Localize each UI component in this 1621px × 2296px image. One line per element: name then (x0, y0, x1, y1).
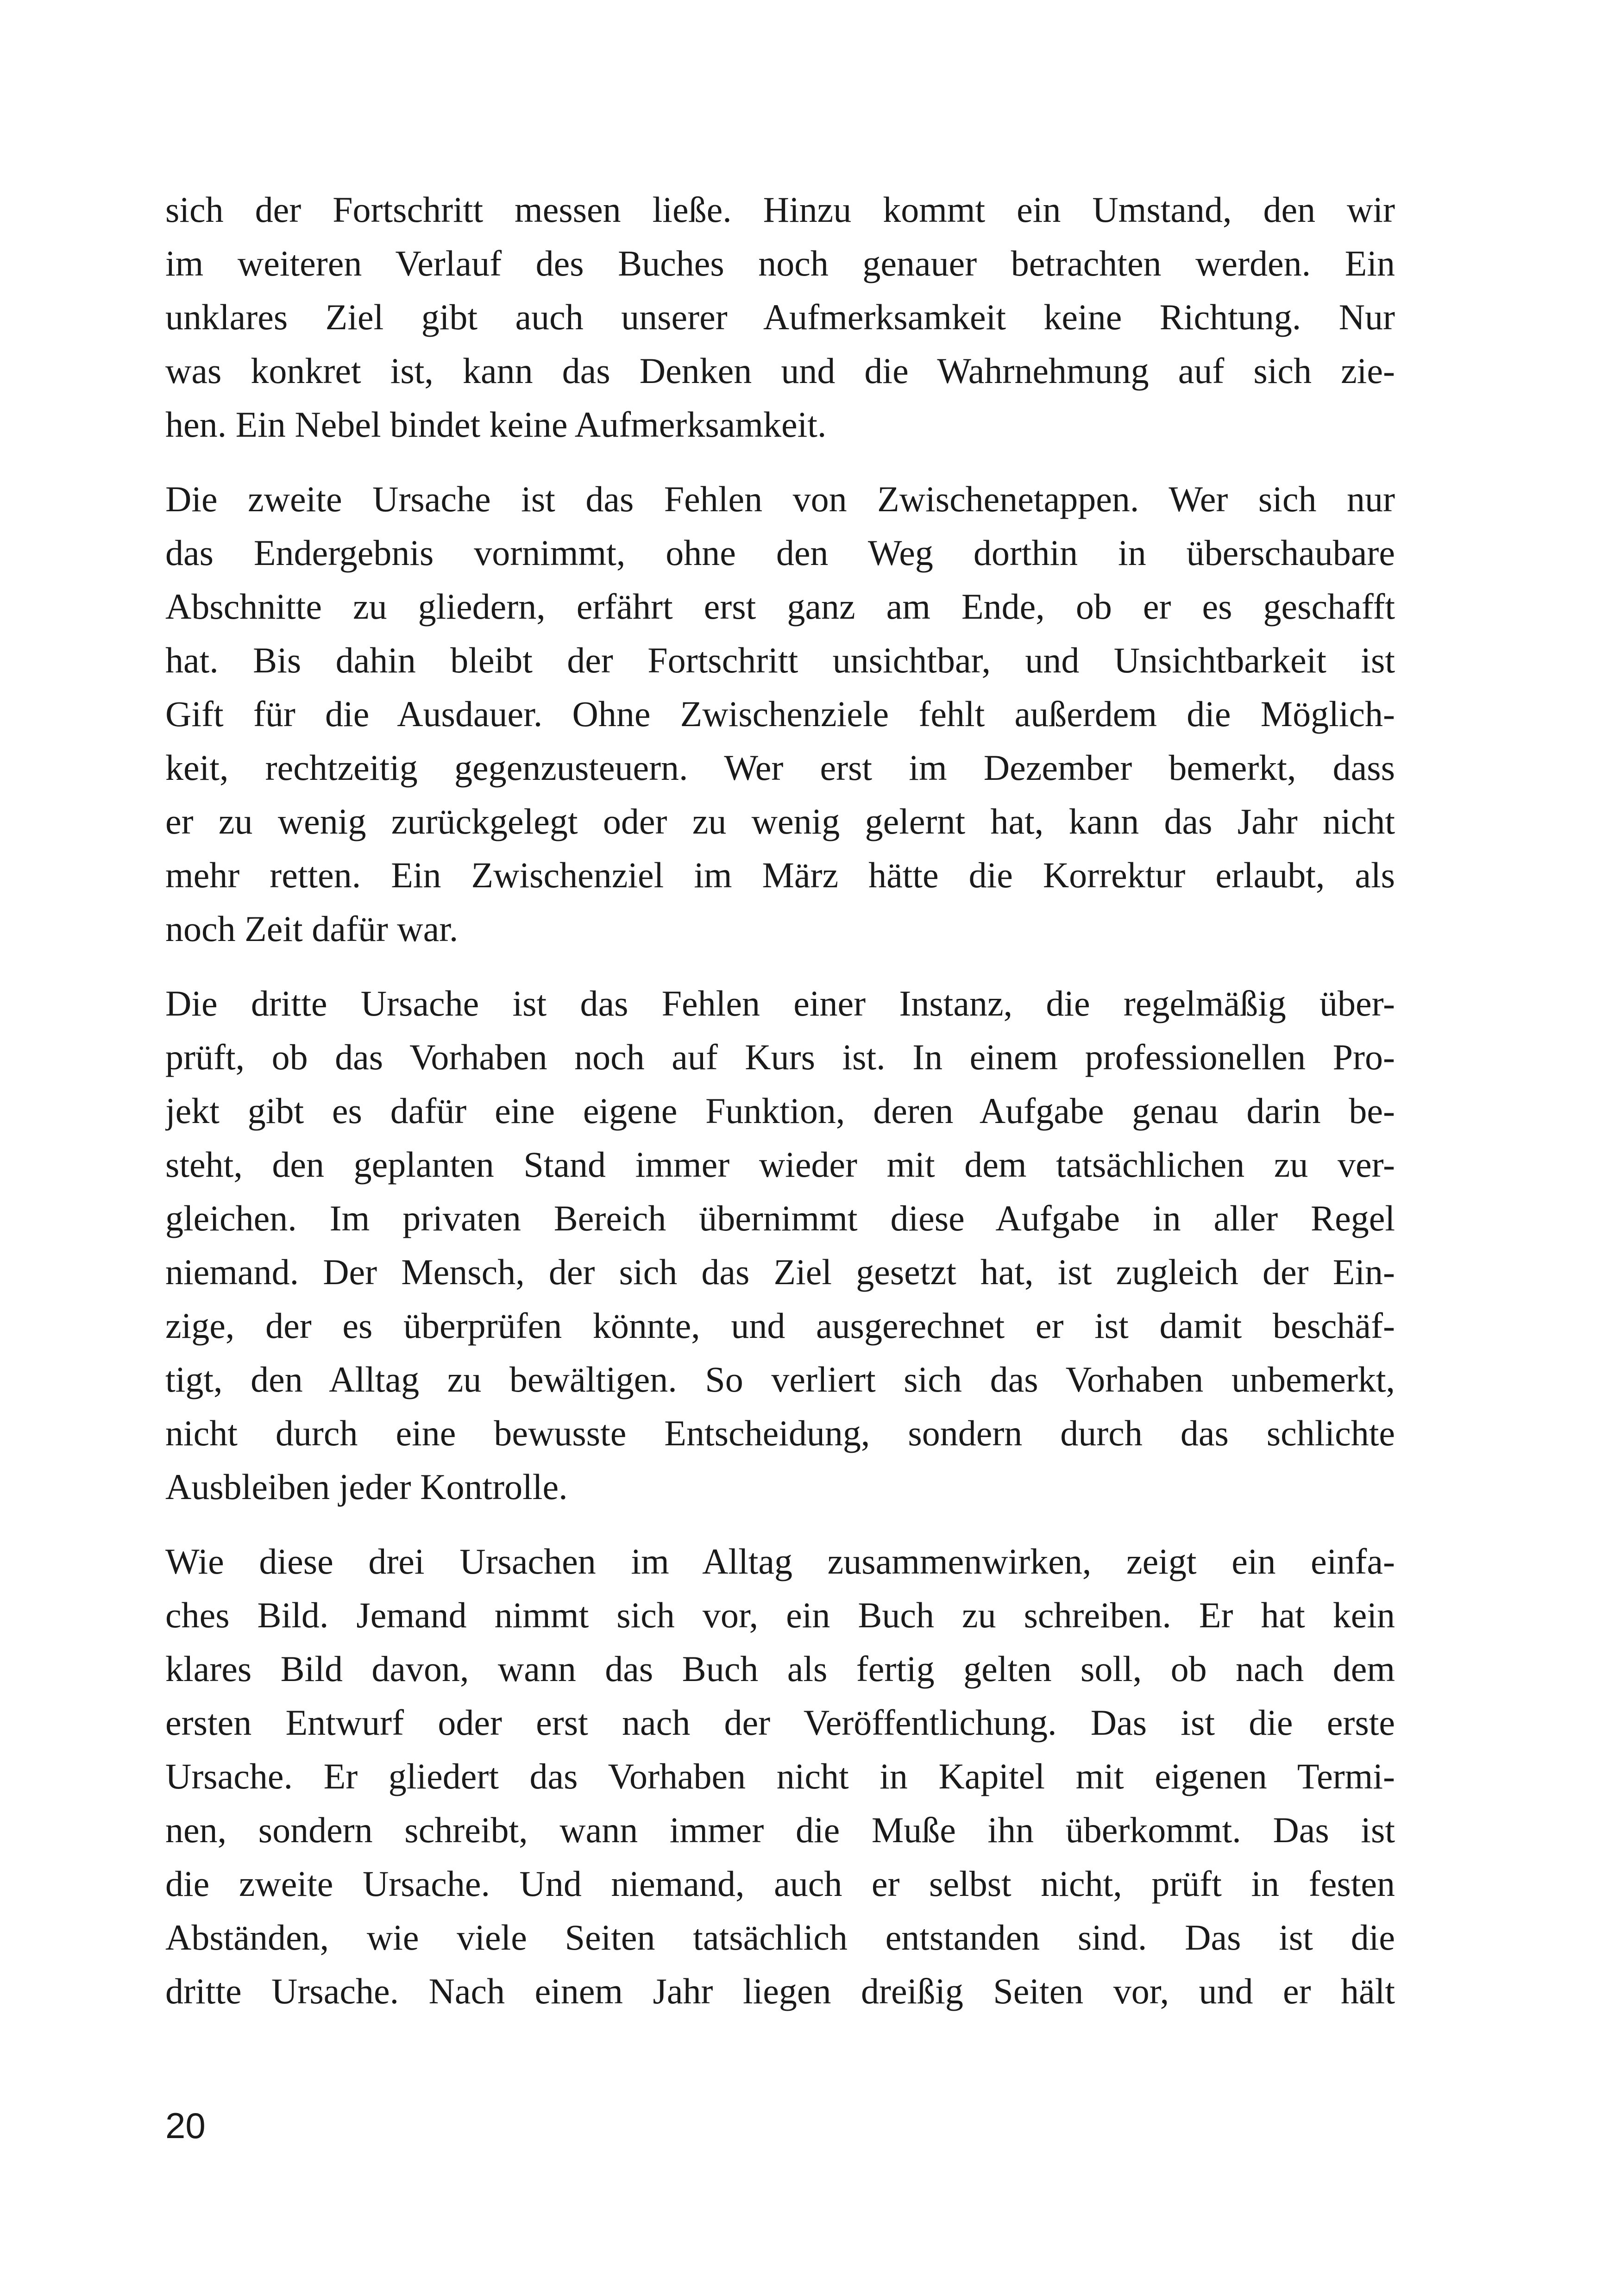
text-line: sich der Fortschritt messen ließe. Hinzu kommt ein Umstand, den wir (165, 189, 1395, 230)
text-line: jekt gibt es dafür eine eigene Funktion, deren Aufgabe genau darin be- (165, 1091, 1395, 1131)
text-line: das Endergebnis vornimmt, ohne den Weg dorthin in überschaubare (165, 533, 1395, 573)
text-line: zige, der es überprüfen könnte, und ausgerechnet er ist damit beschäf- (165, 1305, 1395, 1346)
text-line: Die zweite Ursache ist das Fehlen von Zwischenetappen. Wer sich nur (165, 479, 1395, 519)
paragraph-3 (165, 977, 1395, 1514)
text-line: nicht durch eine bewusste Entscheidung, sondern durch das schlichte (165, 1413, 1395, 1453)
text-line: Ursache. Er gliedert das Vorhaben nicht in Kapitel mit eigenen Termi- (165, 1756, 1395, 1796)
text-line: Gift für die Ausdauer. Ohne Zwischenziele fehlt außerdem die Möglich- (165, 694, 1395, 734)
paragraph-1 (165, 183, 1395, 452)
text-line: im weiteren Verlauf des Buches noch genauer betrachten werden. Ein (165, 243, 1395, 283)
text-line: Abschnitte zu gliedern, erfährt erst ganz am Ende, ob er es geschafft (165, 586, 1395, 627)
text-line: tigt, den Alltag zu bewältigen. So verliert sich das Vorhaben unbemerkt, (165, 1359, 1395, 1399)
text-line: hat. Bis dahin bleibt der Fortschritt unsichtbar, und Unsichtbarkeit ist (165, 640, 1395, 680)
paragraph-2 (165, 472, 1395, 956)
text-line: mehr retten. Ein Zwischenziel im März hätte die Korrektur erlaubt, als (165, 855, 1395, 895)
text-line: was konkret ist, kann das Denken und die Wahrnehmung auf sich zie- (165, 351, 1395, 391)
text-line: klares Bild davon, wann das Buch als fertig gelten soll, ob nach dem (165, 1649, 1395, 1689)
text-line: unklares Ziel gibt auch unserer Aufmerksamkeit keine Richtung. Nur (165, 297, 1395, 337)
text-line: steht, den geplanten Stand immer wieder mit dem tatsächlichen zu ver- (165, 1144, 1395, 1185)
text-line: ches Bild. Jemand nimmt sich vor, ein Buch zu schreiben. Er hat kein (165, 1595, 1395, 1635)
text-line: Abständen, wie viele Seiten tatsächlich entstanden sind. Das ist die (165, 1917, 1395, 1957)
paragraph-4 (165, 1535, 1395, 2018)
text-line: niemand. Der Mensch, der sich das Ziel gesetzt hat, ist zugleich der Ein- (165, 1252, 1395, 1292)
text-line: keit, rechtzeitig gegenzusteuern. Wer erst im Dezember bemerkt, dass (165, 747, 1395, 788)
page-number: 20 (165, 2105, 206, 2146)
text-line: ersten Entwurf oder erst nach der Veröffentlichung. Das ist die erste (165, 1702, 1395, 1743)
text-line: Die dritte Ursache ist das Fehlen einer Instanz, die regelmäßig über- (165, 983, 1395, 1023)
text-line: dritte Ursache. Nach einem Jahr liegen dreißig Seiten vor, und er hält (165, 1971, 1395, 2011)
text-line: Ausbleiben jeder Kontrolle. (165, 1467, 568, 1507)
text-line: hen. Ein Nebel bindet keine Aufmerksamkeit. (165, 404, 827, 445)
text-line: noch Zeit dafür war. (165, 909, 459, 949)
text-line: die zweite Ursache. Und niemand, auch er selbst nicht, prüft in festen (165, 1863, 1395, 1904)
text-line: gleichen. Im privaten Bereich übernimmt diese Aufgabe in aller Regel (165, 1198, 1395, 1238)
text-line: Wie diese drei Ursachen im Alltag zusammenwirken, zeigt ein einfa- (165, 1541, 1395, 1581)
body-text (165, 183, 1395, 2039)
text-line: prüft, ob das Vorhaben noch auf Kurs ist. In einem professionellen Pro- (165, 1037, 1395, 1077)
text-line: nen, sondern schreibt, wann immer die Muße ihn überkommt. Das ist (165, 1810, 1395, 1850)
text-line: er zu wenig zurückgelegt oder zu wenig gelernt hat, kann das Jahr nicht (165, 801, 1395, 841)
